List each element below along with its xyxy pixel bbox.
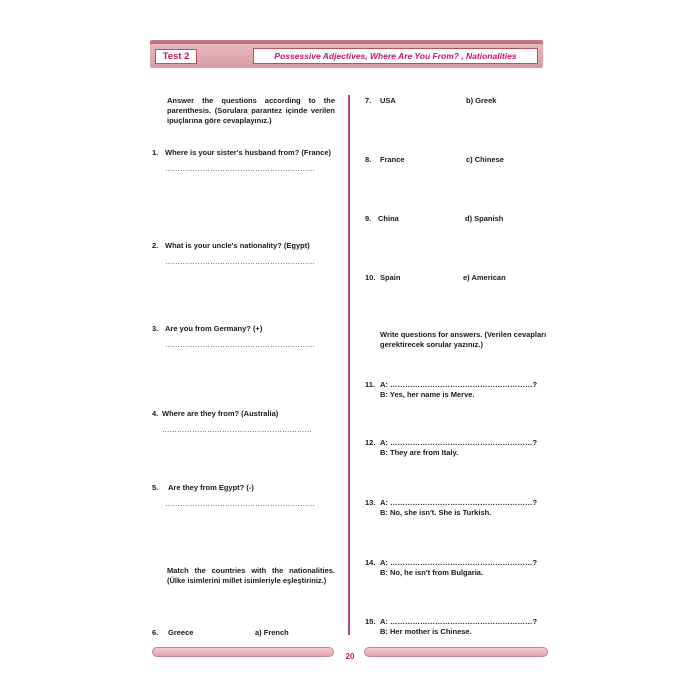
- match-country: USA: [380, 96, 396, 105]
- write-instruction: Write questions for answers. (Verilen cevapları gerektirecek sorular yazınız.): [380, 330, 547, 349]
- question-text: Where are they from? (Australia): [162, 409, 279, 418]
- qa-answer: B: No, she isn't. She is Turkish.: [380, 508, 492, 517]
- answer-line[interactable]: ……………………………………………………: [165, 164, 315, 173]
- match-country: Spain: [380, 273, 401, 282]
- question-text: Are they from Egypt? (-): [168, 483, 254, 492]
- match-country: China: [378, 214, 399, 223]
- match-number: 7.: [365, 96, 372, 105]
- qa-answer: B: No, he isn't from Bulgaria.: [380, 568, 484, 577]
- match-nationality: e) American: [463, 273, 506, 282]
- question-number: 2.: [152, 241, 159, 250]
- qa-number: 12.: [365, 438, 376, 447]
- match-nationality: b) Greek: [466, 96, 497, 105]
- match-nationality: a) French: [255, 628, 289, 637]
- qa-number: 15.: [365, 617, 376, 626]
- qa-number: 14.: [365, 558, 376, 567]
- answer-line[interactable]: ……………………………………………………: [165, 340, 315, 349]
- page-number: 20: [345, 652, 355, 661]
- qa-question-line[interactable]: A: …………………………………………………?: [380, 380, 538, 389]
- match-country: France: [380, 155, 405, 164]
- qa-question-line[interactable]: A: …………………………………………………?: [380, 438, 538, 447]
- match-country: Greece: [168, 628, 194, 637]
- question-text: What is your uncle's nationality? (Egypt): [165, 241, 310, 250]
- match-nationality: c) Chinese: [466, 155, 504, 164]
- qa-number: 13.: [365, 498, 376, 507]
- qa-answer: B: Yes, her name is Merve.: [380, 390, 475, 399]
- column-divider: [348, 95, 350, 635]
- question-number: 4.: [152, 409, 159, 418]
- question-text: Are you from Germany? (+): [165, 324, 263, 333]
- answer-line[interactable]: ……………………………………………………: [165, 499, 315, 508]
- qa-answer: B: Her mother is Chinese.: [380, 627, 472, 636]
- test-label: Test 2: [155, 49, 197, 64]
- footer-bar-right: [364, 647, 548, 657]
- question-number: 5.: [152, 483, 159, 492]
- qa-answer: B: They are from Italy.: [380, 448, 459, 457]
- qa-question-line[interactable]: A: …………………………………………………?: [380, 558, 538, 567]
- answer-line[interactable]: ……………………………………………………: [162, 425, 312, 434]
- match-number: 8.: [365, 155, 372, 164]
- question-text: Where is your sister's husband from? (France): [165, 148, 331, 157]
- match-nationality: d) Spanish: [465, 214, 504, 223]
- qa-question-line[interactable]: A: …………………………………………………?: [380, 617, 538, 626]
- answer-line[interactable]: ……………………………………………………: [165, 257, 315, 266]
- qa-number: 11.: [365, 380, 376, 389]
- match-instruction: Match the countries with the nationalities. (Ülke isimlerini millet isimleriyle eşleştiriniz.): [167, 566, 335, 585]
- qa-question-line[interactable]: A: …………………………………………………?: [380, 498, 538, 507]
- page-title: Possessive Adjectives, Where Are You From? , Nationalities: [253, 48, 538, 64]
- question-number: 3.: [152, 324, 159, 333]
- footer-bar-left: [152, 647, 334, 657]
- left-instruction: Answer the questions according to the parenthesis. (Sorulara parantez içinde verilen ipuçlarına göre cevaplayınız.): [167, 96, 335, 125]
- question-number: 1.: [152, 148, 159, 157]
- match-number: 6.: [152, 628, 159, 637]
- match-number: 10.: [365, 273, 376, 282]
- match-number: 9.: [365, 214, 372, 223]
